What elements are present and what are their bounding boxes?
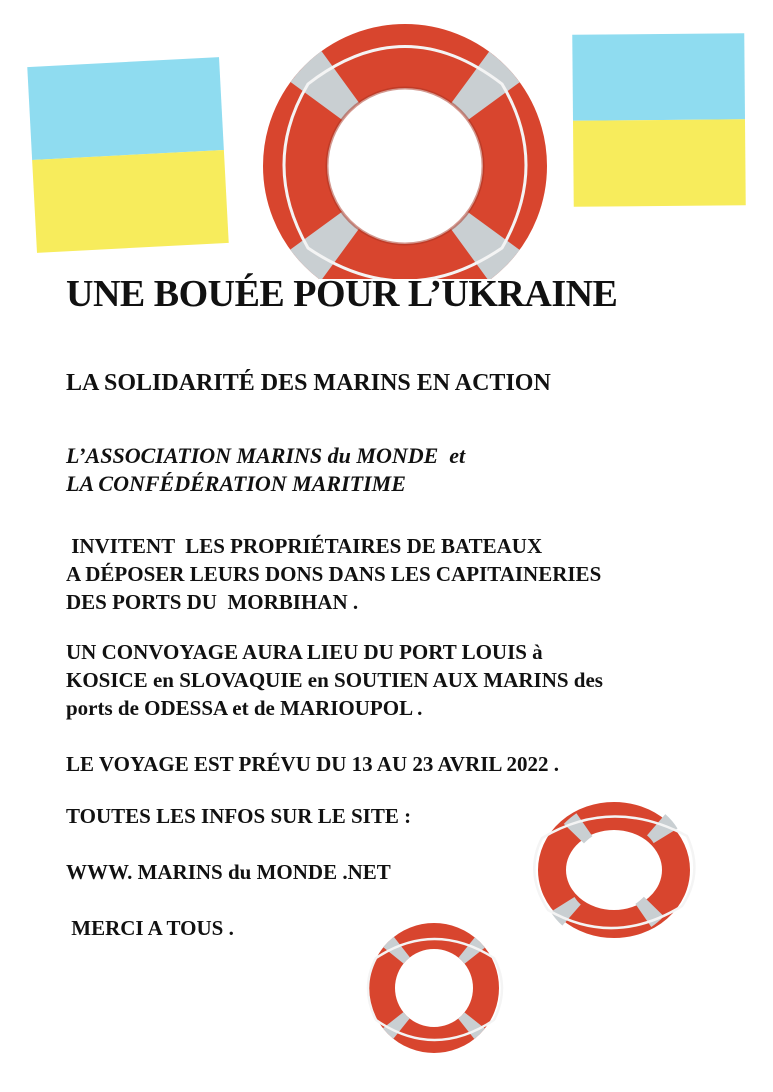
flag-yellow-stripe	[32, 150, 229, 253]
invite-line: INVITENT LES PROPRIÉTAIRES DE BATEAUX	[66, 534, 543, 558]
invite-line: A DÉPOSER LEURS DONS DANS LES CAPITAINERIES	[66, 562, 602, 586]
page-title: UNE BOUÉE POUR L’UKRAINE	[66, 273, 618, 315]
website-link[interactable]: WWW. MARINS du MONDE .NET	[66, 860, 391, 884]
flag-blue-stripe	[572, 33, 745, 120]
voyage-dates: LE VOYAGE EST PRÉVU DU 13 AU 23 AVRIL 2022 .	[66, 752, 560, 776]
association-line: LA CONFÉDÉRATION MARITIME	[66, 471, 406, 496]
association-block	[66, 442, 465, 498]
life-buoy-large-icon	[250, 14, 560, 279]
thanks-text: MERCI A TOUS .	[66, 916, 234, 940]
life-buoy-small-icon	[360, 918, 510, 1058]
invite-line: DES PORTS DU MORBIHAN .	[66, 590, 359, 614]
info-label: TOUTES LES INFOS SUR LE SITE :	[66, 804, 412, 828]
convoy-paragraph	[66, 638, 603, 722]
ukraine-flag-right	[572, 33, 745, 206]
convoy-line: UN CONVOYAGE AURA LIEU DU PORT LOUIS à	[66, 640, 543, 664]
flag-yellow-stripe	[573, 119, 746, 206]
subtitle: LA SOLIDARITÉ DES MARINS EN ACTION	[66, 370, 551, 396]
flag-blue-stripe	[27, 57, 224, 160]
convoy-line: ports de ODESSA et de MARIOUPOL .	[66, 696, 423, 720]
life-buoy-medium-icon	[522, 798, 702, 938]
invite-paragraph	[66, 532, 601, 616]
ukraine-flag-left	[27, 57, 228, 253]
convoy-line: KOSICE en SLOVAQUIE en SOUTIEN AUX MARINS des	[66, 668, 603, 692]
association-line: L’ASSOCIATION MARINS du MONDE et	[66, 443, 466, 468]
